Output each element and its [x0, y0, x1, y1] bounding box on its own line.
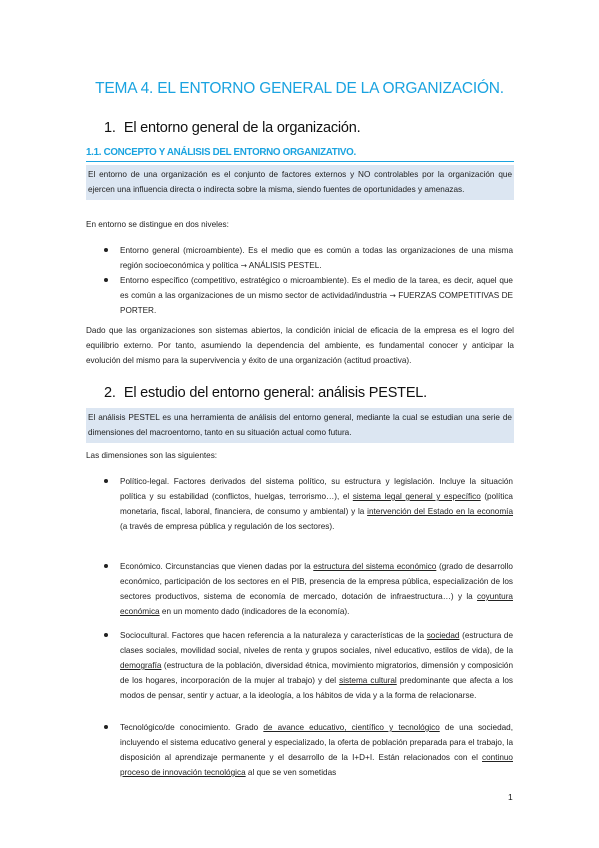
list-item-tail: FUERZAS COMPETITIVAS DE PORTER.: [120, 291, 514, 315]
text-run: en un momento dado (indicadores de la economía).: [159, 607, 350, 616]
underlined-term: estructura del sistema económico: [313, 562, 437, 571]
bullet-icon: [104, 725, 108, 729]
bullet-icon: [104, 479, 108, 483]
list-item-entorno-especifico: [120, 273, 513, 318]
underlined-term: de avance educativo, científico y tecnológico: [263, 723, 440, 732]
section-2-number: 2.: [104, 385, 116, 401]
section-2-title: El estudio del entorno general: análisis PESTEL.: [123, 385, 427, 401]
text-run: al que se ven sometidas: [245, 768, 337, 777]
text-run: Económico. Circunstancias que vienen dadas por la: [120, 562, 314, 571]
list-item-tecnologico: [120, 720, 513, 780]
subsection-1-1-heading: 1.1. CONCEPTO Y ANÁLISIS DEL ENTORNO ORGANIZATIVO.: [86, 147, 514, 162]
underlined-term: intervención del Estado en la economía: [367, 507, 514, 516]
page-number: 1: [508, 792, 513, 802]
document-title: TEMA 4. EL ENTORNO GENERAL DE LA ORGANIZACIÓN.: [95, 80, 504, 97]
underlined-term: demografía: [120, 661, 162, 670]
section-1-title: El entorno general de la organización.: [123, 120, 361, 136]
underlined-term: continuo proceso de innovación tecnológica: [120, 753, 513, 777]
text-run: (política monetaria, fiscal, laboral, financiera, de consumo y ambiental) y la: [120, 492, 513, 516]
text-run: Tecnológico/de conocimiento. Grado: [120, 723, 264, 732]
list-item-text: Entorno general (microambiente). Es el medio que es común a todas las organizaciones de una misma región socioeconómica y política: [120, 246, 513, 270]
dimensions-intro: Las dimensiones son las siguientes:: [86, 451, 218, 460]
text-run: (grado de desarrollo económico, participación de los sectores en el PIB, presencia de la empresa pública, especialización de los sectores productivos, sistema de economía de mercado, dotación de infraestructura…) y la: [120, 562, 513, 601]
list-item-politico-legal: [120, 474, 513, 534]
bullet-icon: [104, 633, 108, 637]
underlined-term: sistema cultural: [339, 676, 397, 685]
entorno-definition-box: El entorno de una organización es el conjunto de factores externos y NO controlables por la organización que ejercen una influencia directa o indirecta sobre la misma, siendo fuentes de oportunidades y amenazas.: [86, 165, 514, 200]
text-run: predominante que afecta a los modos de pensar, sentir y actuar, a la ideología, a los hábitos de vida y a la forma de relacionarse.: [120, 676, 513, 700]
underlined-term: sociedad: [426, 631, 460, 640]
text-run: Político-legal. Factores derivados del sistema político, su estructura y legislación. Incluye la situación política y su estabilidad (conflictos, huelgas, terrorismo…), el: [120, 477, 513, 501]
list-item-tail: ANÁLISIS PESTEL.: [246, 261, 322, 270]
section-1-number: 1.: [104, 120, 116, 136]
text-run: (estructura de la población, diversidad étnica, movimiento migratorios, dimensión y composición de los hogares, incorporación de la mujer al trabajo) y del: [120, 661, 513, 685]
text-run: (a través de empresa pública y regulación de los sectores).: [120, 522, 335, 531]
bullet-icon: [104, 248, 108, 252]
text-run: Sociocultural. Factores que hacen referencia a la naturaleza y características de la: [120, 631, 427, 640]
levels-intro: En entorno se distingue en dos niveles:: [86, 220, 229, 229]
closing-paragraph: Dado que las organizaciones son sistemas abiertos, la condición inicial de eficacia de la empresa es el logro del equilibrio externo. Por tanto, asumiendo la dependencia del ambiente, es fundamental conocer y anticipar la evolución del mismo para la supervivencia y éxito de una organización (actitud proactiva).: [86, 326, 514, 365]
list-item-entorno-general: [120, 243, 513, 273]
pestel-definition-box: El análisis PESTEL es una herramienta de análisis del entorno general, mediante la cual se estudian una serie de dimensiones del macroentorno, tanto en su situación actual como futura.: [86, 408, 514, 443]
bullet-icon: [104, 278, 108, 282]
section-2-heading: [104, 385, 427, 401]
underlined-term: sistema legal general y específico: [352, 492, 481, 501]
arrow-right-icon: →: [240, 261, 247, 270]
text-run: de una sociedad, incluyendo el sistema educativo general y especializado, la oferta de población preparada para el trabajo, la disposición al aprendizaje permanente y el desarrollo de la I+D+I. Están relacionados con el: [120, 723, 514, 762]
list-item-sociocultural: [120, 628, 513, 703]
text-run: (estructura de clases sociales, movilidad social, niveles de renta y grupos sociales, nivel educativo, estilos de vida), de la: [120, 631, 514, 655]
underlined-term: coyuntura económica: [120, 592, 513, 616]
list-item-economico: [120, 559, 513, 619]
section-1-heading: [104, 120, 361, 136]
list-item-text: Entorno específico (competitivo, estratégico o microambiente). Es el medio de la tarea, es decir, aquel que es común a las organizaciones de un mismo sector de actividad/industria: [120, 276, 513, 300]
bullet-icon: [104, 564, 108, 568]
arrow-right-icon: →: [389, 291, 396, 300]
